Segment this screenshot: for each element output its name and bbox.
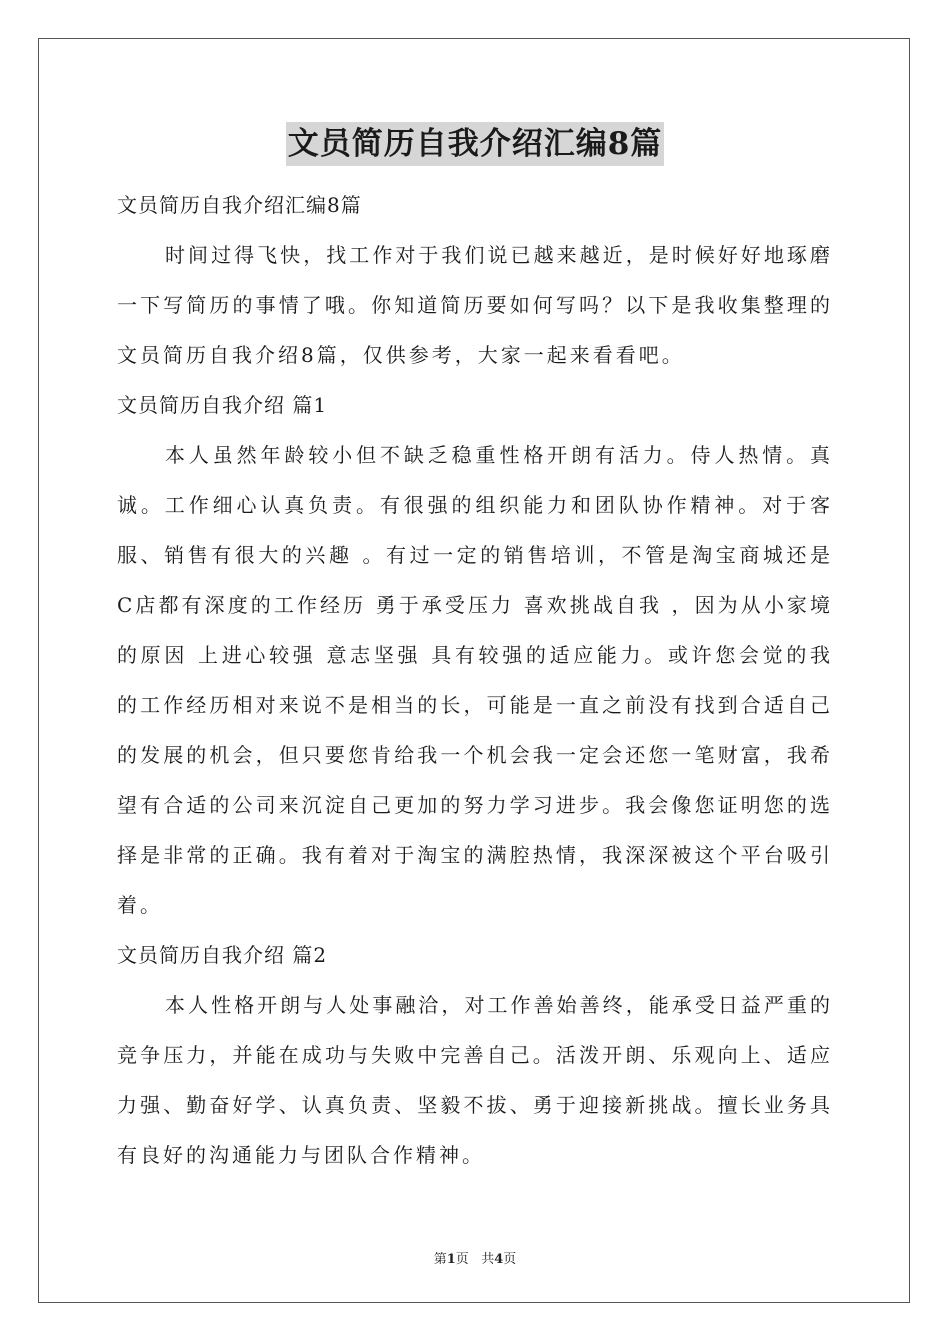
section-1-paragraph: 本人虽然年龄较小但不缺乏稳重性格开朗有活力。侍人热情。真诚。工作细心认真负责。有很强的组织能力和团队协作精神。对于客服、销售有很大的兴趣 。有过一定的销售培训，不管是淘宝商城还是C店都有深度的工作经历 勇于承受压力 喜欢挑战自我 ，因为从小家境的原因 上进心较强 意志坚强 具有较强的适应能力。或许您会觉的我的工作经历相对来说不是相当的长，可能是一直之前没有找到合适自己的发展的机会，但只要您肯给我一个机会我一定会还您一笔财富，我希望有合适的公司来沉淀自己更加的努力学习进步。我会像您证明您的选择是非常的正确。我有着对于淘宝的满腔热情，我深深被这个平台吸引着。 [117, 443, 833, 917]
page-footer [0, 1248, 950, 1267]
intro-paragraph: 时间过得飞快，找工作对于我们说已越来越近，是时候好好地琢磨一下写简历的事情了哦。你知道简历要如何写吗？以下是我收集整理的文员简历自我介绍8篇，仅供参考，大家一起来看看吧。 [117, 243, 833, 367]
section-heading-1: 文员简历自我介绍 篇1 [117, 393, 328, 417]
subtitle-heading: 文员简历自我介绍汇编8篇 [117, 193, 362, 217]
footer-prefix: 第 [433, 1252, 447, 1267]
footer-suffix: 页 [503, 1252, 517, 1267]
footer-current-page: 1 [446, 1252, 456, 1267]
document-body [117, 122, 833, 1180]
section-2-paragraph: 本人性格开朗与人处事融洽，对工作善始善终，能承受日益严重的竞争压力，并能在成功与失败中完善自己。活泼开朗、乐观向上、适应力强、勤奋好学、认真负责、坚毅不拔、勇于迎接新挑战。擅长业务具有良好的沟通能力与团队合作精神。 [117, 993, 833, 1167]
document-title: 文员简历自我介绍汇编8篇 [286, 122, 665, 166]
footer-total-pages: 4 [494, 1252, 504, 1267]
title-wrap [117, 122, 833, 166]
footer-mid: 页 共 [455, 1252, 495, 1267]
section-heading-2: 文员简历自我介绍 篇2 [117, 943, 328, 967]
